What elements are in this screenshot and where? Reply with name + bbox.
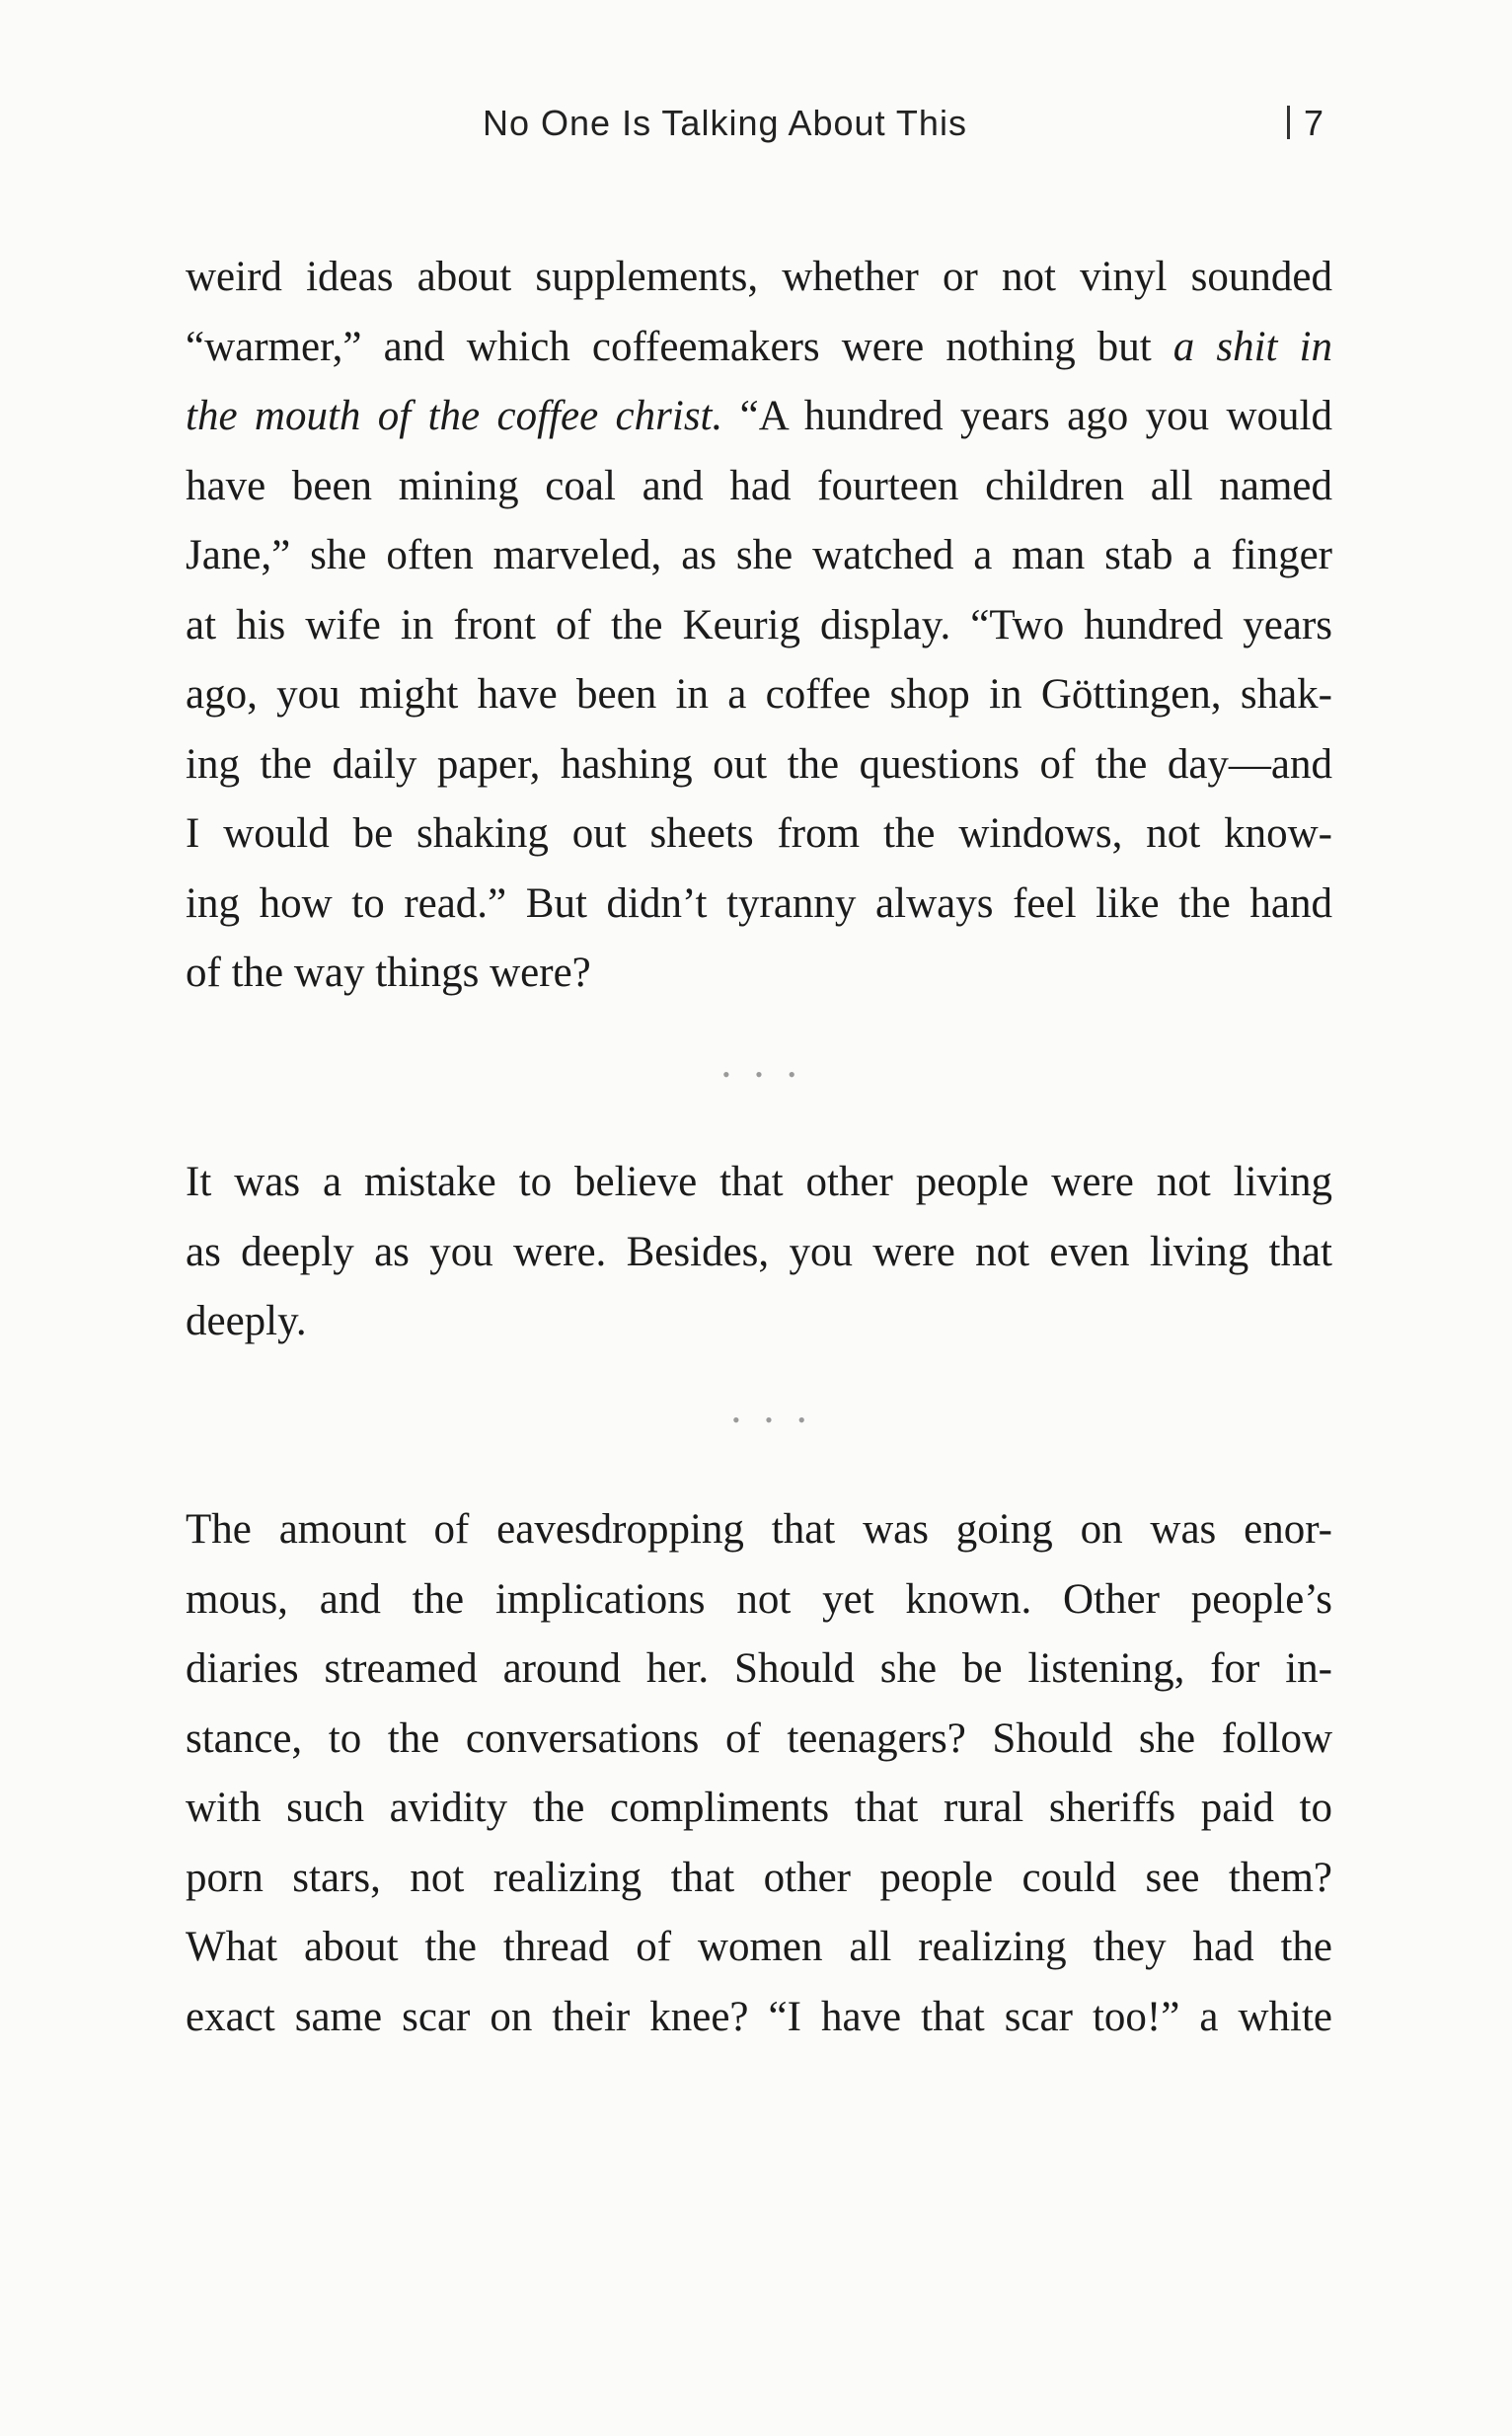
running-title: No One Is Talking About This: [483, 103, 967, 143]
page-header: [0, 103, 1512, 162]
text-line: at his wife in front of the Keurig display. “Two hundred years: [186, 601, 1332, 648]
text-line: diaries streamed around her. Should she be listening, for in-: [186, 1645, 1332, 1692]
text-line: [186, 382, 1332, 452]
section-break: • • •: [721, 1062, 806, 1087]
page-number: [1287, 103, 1323, 144]
text-run: “warmer,” and which coffeemakers were nothing but: [186, 323, 1173, 370]
text-line: with such avidity the compliments that rural sheriffs paid to: [186, 1785, 1332, 1831]
text-line: weird ideas about supplements, whether or not vinyl sounded: [186, 254, 1332, 300]
text-line: as deeply as you were. Besides, you were not even living that: [186, 1228, 1332, 1275]
text-line: deeply.: [186, 1298, 307, 1344]
text-run: “A hundred years ago you would: [722, 393, 1332, 439]
italic-text: a shit in: [1172, 323, 1332, 370]
text-line: ing the daily paper, hashing out the questions of the day—and: [186, 740, 1332, 788]
text-line: ago, you might have been in a coffee shop in Göttingen, shak-: [186, 671, 1332, 718]
text-line: of the way things were?: [186, 950, 591, 996]
italic-text: the mouth of the coffee christ.: [186, 393, 723, 439]
paragraph-1: [186, 243, 1332, 1009]
text-line: The amount of eavesdropping that was going on was enor-: [186, 1506, 1332, 1553]
text-line: stance, to the conversations of teenagers? Should she follow: [186, 1714, 1332, 1762]
text-line: What about the thread of women all realizing they had the: [186, 1924, 1332, 1970]
text-line: porn stars, not realizing that other people could see them?: [186, 1854, 1332, 1901]
text-line: Jane,” she often marveled, as she watched a man stab a finger: [186, 532, 1332, 578]
text-line: mous, and the implications not yet known. Other people’s: [186, 1575, 1332, 1623]
text-line: [186, 313, 1332, 383]
text-line: It was a mistake to believe that other people were not living: [186, 1159, 1332, 1205]
folio-divider: [1287, 106, 1290, 139]
text-line: have been mining coal and had fourteen children all named: [186, 462, 1332, 509]
text-line: ing how to read.” But didn’t tyranny always feel like the hand: [186, 879, 1332, 927]
page-number-value: 7: [1304, 103, 1324, 143]
section-break: • • •: [731, 1408, 816, 1432]
text-line: exact same scar on their knee? “I have that scar too!” a white: [186, 1993, 1332, 2040]
text-line: I would be shaking out sheets from the windows, not know-: [186, 810, 1332, 857]
paragraph-2: [186, 1148, 1332, 1357]
paragraph-3: [186, 1495, 1332, 2052]
